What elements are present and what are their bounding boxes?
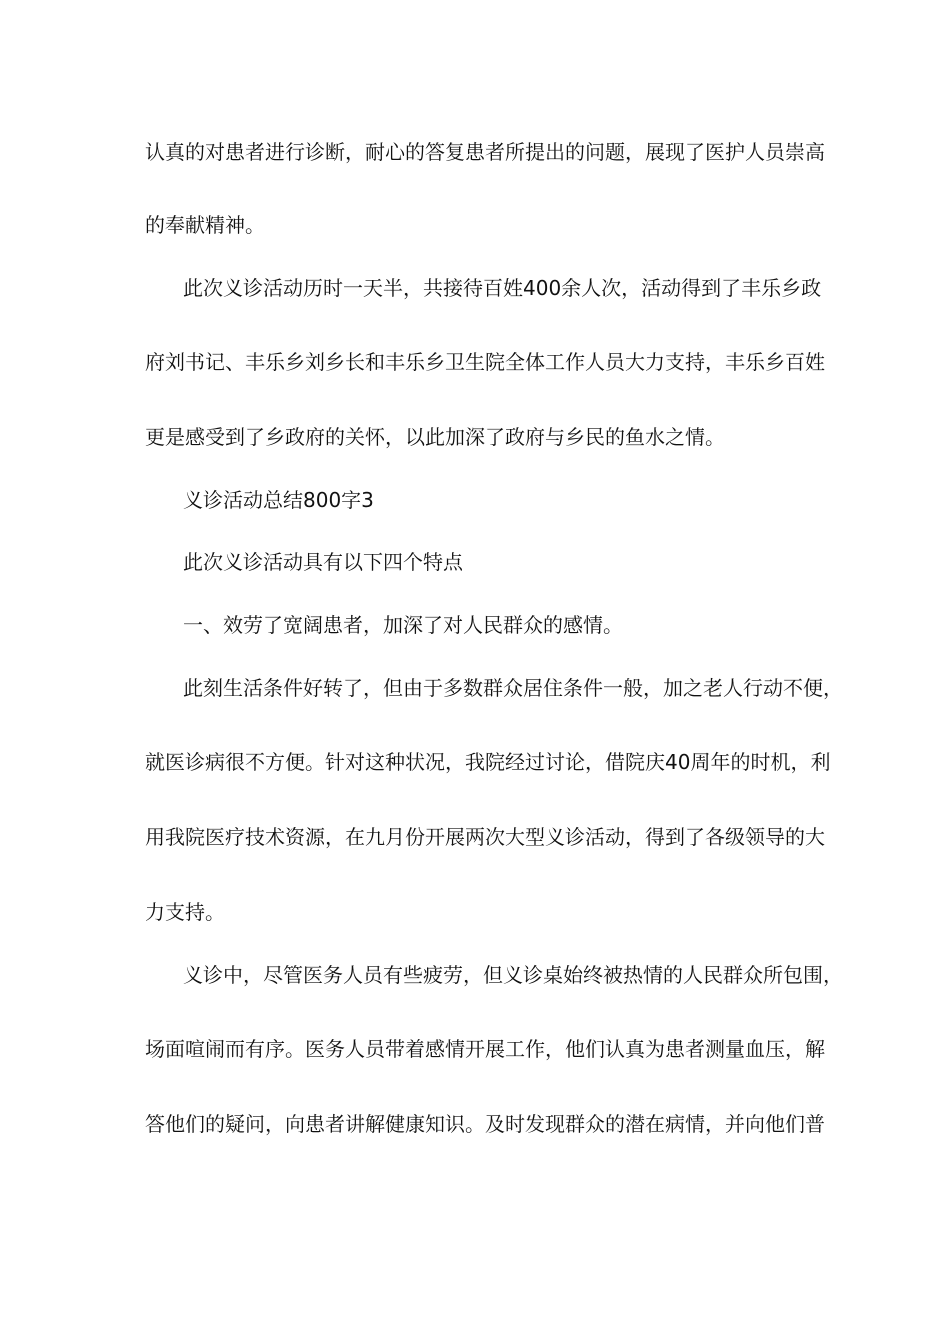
text-line-5: 更是感受到了乡政府的关怀，以此加深了政府与乡民的鱼水之情。 <box>145 425 725 449</box>
section-heading: 义诊活动总结800字3 <box>183 488 374 512</box>
text-line-8: 一、效劳了宽阔患者，加深了对人民群众的感情。 <box>183 613 623 637</box>
text-line-9: 此刻生活条件好转了，但由于多数群众居住条件一般，加之老人行动不便， <box>183 676 843 700</box>
text-line-13: 义诊中，尽管医务人员有些疲劳，但义诊桌始终被热情的人民群众所包围， <box>183 963 843 987</box>
text-line-10: 就医诊病很不方便。针对这种状况，我院经过讨论，借院庆40周年的时机，利 <box>145 750 831 774</box>
text-line-11: 用我院医疗技术资源，在九月份开展两次大型义诊活动，得到了各级领导的大 <box>145 825 825 849</box>
text-line-2: 的奉献精神。 <box>145 213 265 237</box>
text-line-7: 此次义诊活动具有以下四个特点 <box>183 550 463 574</box>
text-line-1: 认真的对患者进行诊断，耐心的答复患者所提出的问题，展现了医护人员崇高 <box>145 140 825 164</box>
text-line-4: 府刘书记、丰乐乡刘乡长和丰乐乡卫生院全体工作人员大力支持，丰乐乡百姓 <box>145 350 825 374</box>
text-line-12: 力支持。 <box>145 900 225 924</box>
text-line-14: 场面喧闹而有序。医务人员带着感情开展工作，他们认真为患者测量血压，解 <box>145 1037 825 1061</box>
text-line-15: 答他们的疑问，向患者讲解健康知识。及时发现群众的潜在病情，并向他们普 <box>145 1112 825 1136</box>
text-line-3: 此次义诊活动历时一天半，共接待百姓400余人次，活动得到了丰乐乡政 <box>183 276 822 300</box>
